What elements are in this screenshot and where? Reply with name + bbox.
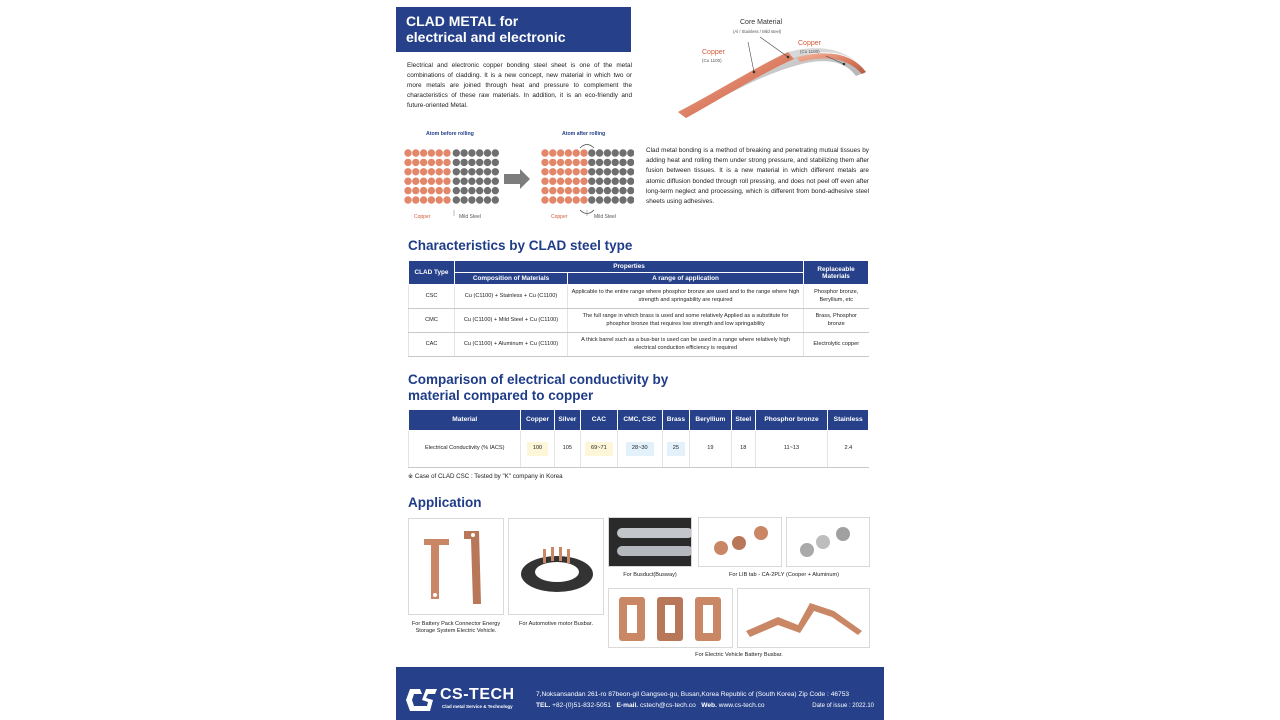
footer-address: 7,Noksansandan 261-ro 87beon-gil Gangseo-gu, Busan,Korea Republic of (South Korea) Zip Code : 46753 (536, 691, 850, 698)
web-label: Web. (701, 702, 717, 709)
atom-after-label: Atom after rolling (562, 131, 606, 137)
steel-atom (484, 168, 491, 175)
copper-atom (412, 168, 419, 175)
section-title-characteristics: Characteristics by CLAD steel type (408, 238, 633, 253)
ev-busbar-rings-photo (608, 588, 733, 648)
copper-atom (565, 187, 572, 194)
steel-atom (460, 159, 467, 166)
th-cmc-csc: CMC, CSC (617, 410, 662, 431)
steel-atom (492, 159, 499, 166)
cell-row-label: Electrical Conductivity (% IACS) (409, 431, 521, 468)
copper-atom (404, 196, 411, 203)
cell-value-stainless: 2.4 (828, 431, 869, 468)
copper-atom (580, 168, 587, 175)
section-title-conductivity-line1: Comparison of electrical conductivity by (408, 372, 669, 387)
steel-atom (588, 196, 595, 203)
copper-atom (436, 178, 443, 185)
steel-atom (619, 159, 626, 166)
steel-atom (627, 168, 634, 175)
steel-atom (627, 149, 634, 156)
table-row (409, 431, 869, 468)
steel-atom (492, 196, 499, 203)
copper-atom (573, 149, 580, 156)
steel-atom (476, 159, 483, 166)
copper-atom (580, 178, 587, 185)
conductivity-table (408, 409, 869, 468)
steel-atom (476, 196, 483, 203)
datasheet-page (396, 0, 884, 720)
clad-sheet-figure (676, 12, 876, 124)
steel-atom (627, 159, 634, 166)
copper-atom (420, 196, 427, 203)
cell-composition: Cu (C1100) + Aluminum + Cu (C1100) (455, 333, 568, 357)
steel-atom (612, 196, 619, 203)
steel-atom (596, 187, 603, 194)
steel-atom (604, 168, 611, 175)
copper-atom (557, 168, 564, 175)
copper-atom (580, 159, 587, 166)
section-title-conductivity-line2: material compared to copper (408, 388, 594, 403)
copper-atom (541, 159, 548, 166)
atom-steel-label: Mild Steel (459, 214, 481, 220)
steel-atom (453, 187, 460, 194)
steel-atom (492, 168, 499, 175)
th-copper: Copper (521, 410, 554, 431)
atom-copper-label: Copper (414, 214, 431, 220)
copper-atom (443, 159, 450, 166)
motor-busbar-photo (508, 518, 604, 615)
steel-atom (484, 149, 491, 156)
header-title-line2: electrical and electronic (406, 29, 566, 45)
copper-atom (428, 149, 435, 156)
copper-atom (557, 159, 564, 166)
steel-atom (588, 168, 595, 175)
atoms-before-grid (404, 149, 499, 203)
caption-motor: For Automotive motor Busbar. (519, 621, 593, 627)
copper-atom (541, 178, 548, 185)
steel-atom (460, 196, 467, 203)
copper-right-label: Copper (798, 40, 821, 47)
steel-atom (484, 196, 491, 203)
cell-value-beryllium: 19 (689, 431, 731, 468)
copper-atom (404, 149, 411, 156)
footer-logo-subtitle: Clad metal Service & Technology (442, 704, 513, 709)
copper-atom (565, 168, 572, 175)
steel-atom (453, 149, 460, 156)
footer-logo-text: CS-TECH (440, 686, 515, 703)
email-link[interactable]: cstech@cs-tech.co (639, 702, 696, 709)
th-cac: CAC (581, 410, 617, 431)
steel-atom (588, 149, 595, 156)
copper-left-sub: (Cu 1100) (702, 58, 722, 63)
cell-value-cmc-csc (617, 431, 662, 468)
caption-ev: For Electric Vehicle Battery Busbar. (695, 652, 783, 658)
steel-atom (596, 196, 603, 203)
steel-atom (476, 187, 483, 194)
core-sub-label: (Al / Stainless / Mild steel) (733, 29, 782, 34)
copper-atom (436, 149, 443, 156)
footer-contact (536, 702, 765, 709)
th-clad-type: CLAD Type (409, 261, 455, 285)
footer (396, 667, 884, 720)
th-brass: Brass (662, 410, 689, 431)
copper-atom (428, 196, 435, 203)
steel-atom (468, 187, 475, 194)
copper-atom (580, 187, 587, 194)
copper-atom (557, 149, 564, 156)
copper-atom (436, 168, 443, 175)
copper-atom (420, 168, 427, 175)
steel-atom (468, 159, 475, 166)
cell-application: Applicable to the entire range where phosphor bronze are used and to the range where high strength and springability are required (568, 285, 804, 309)
copper-atom (541, 149, 548, 156)
steel-atom (460, 178, 467, 185)
steel-atom (627, 196, 634, 203)
th-properties: Properties (455, 261, 804, 273)
caption-lib: For LIB tab - CA-2PLY (Cooper + Aluminum) (728, 572, 839, 578)
atom-before-label: Atom before rolling (426, 131, 474, 137)
steel-atom (596, 159, 603, 166)
copper-atom (443, 149, 450, 156)
steel-atom (619, 196, 626, 203)
copper-atom (549, 196, 556, 203)
cell-value-brass (662, 431, 689, 468)
cell-value-silver: 105 (554, 431, 581, 468)
steel-atom (492, 149, 499, 156)
steel-atom (468, 178, 475, 185)
copper-atom (420, 149, 427, 156)
copper-atom (549, 187, 556, 194)
steel-atom (596, 149, 603, 156)
caption-battery: For Battery Pack Connector Energy Storage System Electric Vehicle. (411, 621, 501, 634)
steel-atom (588, 159, 595, 166)
test-note: ※ Case of CLAD CSC : Tested by "K" company in Korea (408, 473, 563, 480)
steel-atom (612, 149, 619, 156)
copper-atom (443, 187, 450, 194)
copper-atom (443, 178, 450, 185)
copper-atom (428, 159, 435, 166)
steel-atom (619, 187, 626, 194)
copper-atom (557, 196, 564, 203)
th-steel: Steel (731, 410, 755, 431)
cell-value-cac (581, 431, 617, 468)
copper-atom (443, 168, 450, 175)
steel-atom (453, 178, 460, 185)
copper-atom (404, 187, 411, 194)
steel-atom (460, 168, 467, 175)
steel-atom (460, 149, 467, 156)
copper-atom (404, 168, 411, 175)
copper-atom (420, 159, 427, 166)
steel-atom (468, 196, 475, 203)
copper-atom (549, 159, 556, 166)
steel-atom (619, 149, 626, 156)
email-label: E-mail. (616, 702, 639, 709)
steel-atom (604, 149, 611, 156)
cell-application: A thick barrel such as a bus-bar is used can be used in a range where relatively high electrical conduction efficiency is required (568, 333, 804, 357)
copper-atom (436, 159, 443, 166)
cell-type: CMC (409, 309, 455, 333)
busduct-photo (608, 517, 692, 567)
value-copper: 100 (527, 442, 548, 456)
copper-atom (573, 187, 580, 194)
cell-replaceable: Phosphor bronze, Beryllium, etc (804, 285, 869, 309)
steel-atom (476, 149, 483, 156)
copper-left-label: Copper (702, 49, 725, 56)
steel-atom (596, 168, 603, 175)
copper-atom (580, 196, 587, 203)
steel-atom (612, 187, 619, 194)
steel-atom (604, 196, 611, 203)
steel-atom (604, 178, 611, 185)
copper-atom (557, 178, 564, 185)
copper-atom (428, 168, 435, 175)
th-composition: Composition of Materials (455, 273, 568, 285)
characteristics-table (408, 260, 869, 357)
cell-value-copper (521, 431, 554, 468)
copper-atom (549, 149, 556, 156)
cell-replaceable: Brass, Phosphor bronze (804, 309, 869, 333)
lib-tab-aluminum-photo (786, 517, 870, 567)
copper-atom (573, 168, 580, 175)
cell-composition: Cu (C1100) + Mild Steel + Cu (C1100) (455, 309, 568, 333)
steel-atom (476, 168, 483, 175)
copper-atom (557, 187, 564, 194)
steel-atom (612, 159, 619, 166)
arrow-right-icon (504, 169, 530, 189)
steel-atom (468, 168, 475, 175)
th-material: Material (409, 410, 521, 431)
copper-atom (573, 196, 580, 203)
copper-atom (541, 187, 548, 194)
header-title-box (396, 7, 631, 52)
copper-atom (580, 149, 587, 156)
steel-atom (612, 178, 619, 185)
th-silver: Silver (554, 410, 581, 431)
steel-atom (453, 196, 460, 203)
cell-type: CSC (409, 285, 455, 309)
cell-type: CAC (409, 333, 455, 357)
copper-atom (412, 178, 419, 185)
copper-atom (549, 168, 556, 175)
steel-atom (627, 178, 634, 185)
th-replaceable: Replaceable Materials (804, 261, 869, 285)
steel-atom (453, 168, 460, 175)
copper-atom (404, 159, 411, 166)
lib-tab-copper-photo (698, 517, 782, 567)
copper-atom (412, 187, 419, 194)
cell-composition: Cu (C1100) + Stainless + Cu (C1100) (455, 285, 568, 309)
web-link[interactable]: www.cs-tech.co (718, 702, 765, 709)
steel-atom (619, 168, 626, 175)
cell-replaceable: Electrolytic copper (804, 333, 869, 357)
table-row (409, 309, 869, 333)
steel-atom (604, 187, 611, 194)
core-label: Core Material (740, 19, 783, 26)
battery-connector-photo (408, 518, 504, 615)
steel-atom (492, 178, 499, 185)
issue-date: Date of issue : 2022.10 (812, 703, 874, 709)
cs-tech-logo-icon (406, 687, 438, 713)
steel-atom (619, 178, 626, 185)
copper-atom (443, 196, 450, 203)
steel-atom (612, 168, 619, 175)
th-application: A range of application (568, 273, 804, 285)
copper-right-sub: (Cu 1100) (800, 49, 820, 54)
steel-atom (588, 187, 595, 194)
section-title-application: Application (408, 495, 482, 510)
copper-atom (541, 196, 548, 203)
copper-atom (412, 196, 419, 203)
cell-value-phosphor-bronze: 11~13 (755, 431, 828, 468)
steel-atom (468, 149, 475, 156)
copper-atom (565, 178, 572, 185)
atoms-after-grid (541, 149, 634, 203)
tel-value: +82-(0)51-832-5051 (552, 702, 611, 709)
ev-busbar-bent-photo (737, 588, 870, 648)
tel-label: TEL. (536, 702, 551, 709)
copper-atom (549, 178, 556, 185)
th-beryllium: Beryllium (689, 410, 731, 431)
header-title-line1: CLAD METAL for (406, 13, 519, 29)
cell-value-steel: 18 (731, 431, 755, 468)
rolling-arc-top-icon (580, 145, 594, 149)
steel-atom (476, 178, 483, 185)
copper-atom (412, 149, 419, 156)
th-phosphor-bronze: Phosphor bronze (755, 410, 828, 431)
th-stainless: Stainless (828, 410, 869, 431)
copper-atom (428, 178, 435, 185)
copper-atom (573, 159, 580, 166)
value-cac: 69~71 (585, 442, 613, 456)
copper-atom (565, 196, 572, 203)
steel-atom (460, 187, 467, 194)
copper-atom (420, 187, 427, 194)
copper-atom (420, 178, 427, 185)
copper-atom (436, 196, 443, 203)
copper-atom (565, 159, 572, 166)
caption-busduct: For Busduct(Busway) (623, 572, 677, 578)
steel-atom (484, 178, 491, 185)
copper-atom (565, 149, 572, 156)
atom-steel-label-after: Mild Steel (594, 214, 616, 220)
copper-atom (436, 187, 443, 194)
steel-atom (604, 159, 611, 166)
copper-atom (573, 178, 580, 185)
value-cmc-csc: 28~30 (626, 442, 654, 456)
table-row (409, 285, 869, 309)
steel-atom (596, 178, 603, 185)
section-title-conductivity (408, 372, 668, 404)
steel-atom (492, 187, 499, 194)
value-brass: 25 (667, 442, 685, 456)
bonding-description: Clad metal bonding is a method of breaking and penetrating mutual tissues by adding heat and rolling them under strong pressure, and stabilizing them after fusion between tissues. It is a new material in which different metals are atomic diffusion bonded through roll pressing, and does not peel off even after long-term neglect and processing, which is different from bond-adhesive steel sheets using adhesives. (646, 147, 869, 206)
copper-atom (412, 159, 419, 166)
copper-atom (404, 178, 411, 185)
cell-application: The full range in which brass is used and some relatively Applied as a substitute for phosphor bronze that requires low strength and low springability (568, 309, 804, 333)
copper-atom (541, 168, 548, 175)
steel-atom (484, 187, 491, 194)
table-row (409, 333, 869, 357)
copper-atom (428, 187, 435, 194)
steel-atom (588, 178, 595, 185)
steel-atom (453, 159, 460, 166)
steel-atom (484, 159, 491, 166)
steel-atom (627, 187, 634, 194)
intro-paragraph: Electrical and electronic copper bonding steel sheet is one of the metal combinations of cladding. It is a new concept, new material in which two or more metals are joined through heat and pressure to complement the characteristics of these raw materials. In addition, it is an eco-friendly and future-oriented Metal. (407, 62, 632, 109)
atom-copper-label-after: Copper (551, 214, 568, 220)
atom-rolling-diagram (404, 126, 634, 222)
